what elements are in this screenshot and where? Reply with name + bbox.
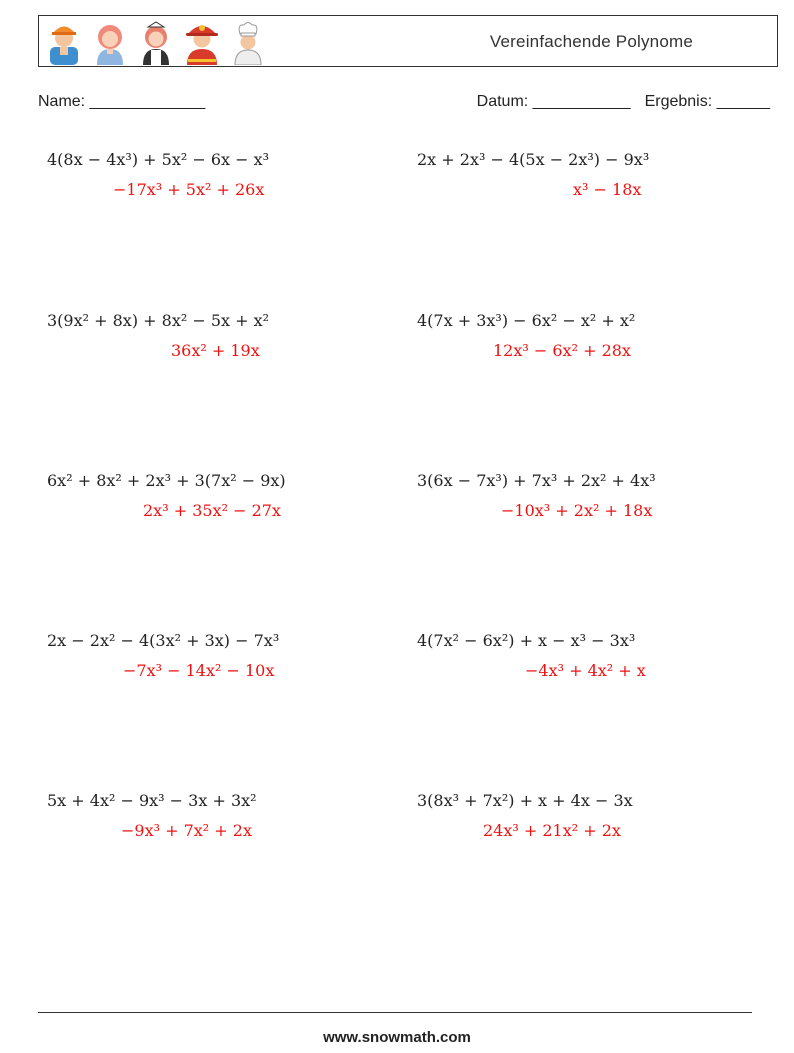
- problem-answer: 12x³ − 6x² + 28x: [493, 341, 631, 360]
- problem-3: [47, 311, 270, 360]
- problem-6: [417, 471, 656, 520]
- worksheet-header: [38, 15, 778, 67]
- problem-expression: 2x + 2x³ − 4(5x − 2x³) − 9x³: [417, 150, 650, 169]
- problem-expression: 5x + 4x² − 9x³ − 3x + 3x²: [47, 791, 257, 810]
- problem-8: [417, 631, 646, 680]
- problem-expression: 3(9x² + 8x) + 8x² − 5x + x²: [47, 311, 270, 330]
- problem-expression: 4(8x − 4x³) + 5x² − 6x − x³: [47, 150, 270, 169]
- problem-answer: −7x³ − 14x² − 10x: [123, 661, 275, 680]
- problem-4: [417, 311, 636, 360]
- footer-url: www.snowmath.com: [323, 1029, 471, 1046]
- firefighter-avatar-icon: [183, 19, 221, 65]
- problem-7: [47, 631, 280, 680]
- date-result-fields: [477, 93, 770, 111]
- problem-answer: −17x³ + 5x² + 26x: [113, 180, 265, 199]
- problem-answer: 2x³ + 35x² − 27x: [143, 501, 281, 520]
- problem-9: [47, 791, 257, 840]
- problem-expression: 6x² + 8x² + 2x³ + 3(7x² − 9x): [47, 471, 286, 490]
- problem-answer: x³ − 18x: [573, 180, 642, 199]
- problem-expression: 3(8x³ + 7x²) + x + 4x − 3x: [417, 791, 633, 810]
- problem-expression: 4(7x + 3x³) − 6x² − x² + x²: [417, 311, 636, 330]
- problem-2: [417, 150, 650, 199]
- problem-10: [417, 791, 633, 840]
- problem-5: [47, 471, 286, 520]
- problem-answer: −9x³ + 7x² + 2x: [121, 821, 252, 840]
- worksheet-title: Vereinfachende Polynome: [489, 32, 693, 51]
- problem-expression: 2x − 2x² − 4(3x² + 3x) − 7x³: [47, 631, 280, 650]
- avatar-strip: [45, 19, 267, 65]
- chef-avatar-icon: [229, 19, 267, 65]
- problem-answer: −4x³ + 4x² + x: [525, 661, 646, 680]
- problem-1: [47, 150, 270, 199]
- worker-avatar-icon: [45, 19, 83, 65]
- problem-answer: 36x² + 19x: [171, 341, 260, 360]
- problem-answer: 24x³ + 21x² + 2x: [483, 821, 621, 840]
- result-field: Ergebnis: ______: [644, 93, 770, 110]
- problem-expression: 4(7x² − 6x²) + x − x³ − 3x³: [417, 631, 636, 650]
- name-field: Name: _____________: [38, 93, 206, 110]
- problem-expression: 3(6x − 7x³) + 7x³ + 2x² + 4x³: [417, 471, 656, 490]
- woman-avatar-icon: [91, 19, 129, 65]
- waitress-avatar-icon: [137, 19, 175, 65]
- date-field: Datum: ___________: [476, 93, 631, 110]
- problem-answer: −10x³ + 2x² + 18x: [501, 501, 653, 520]
- footer-divider: [38, 1012, 752, 1013]
